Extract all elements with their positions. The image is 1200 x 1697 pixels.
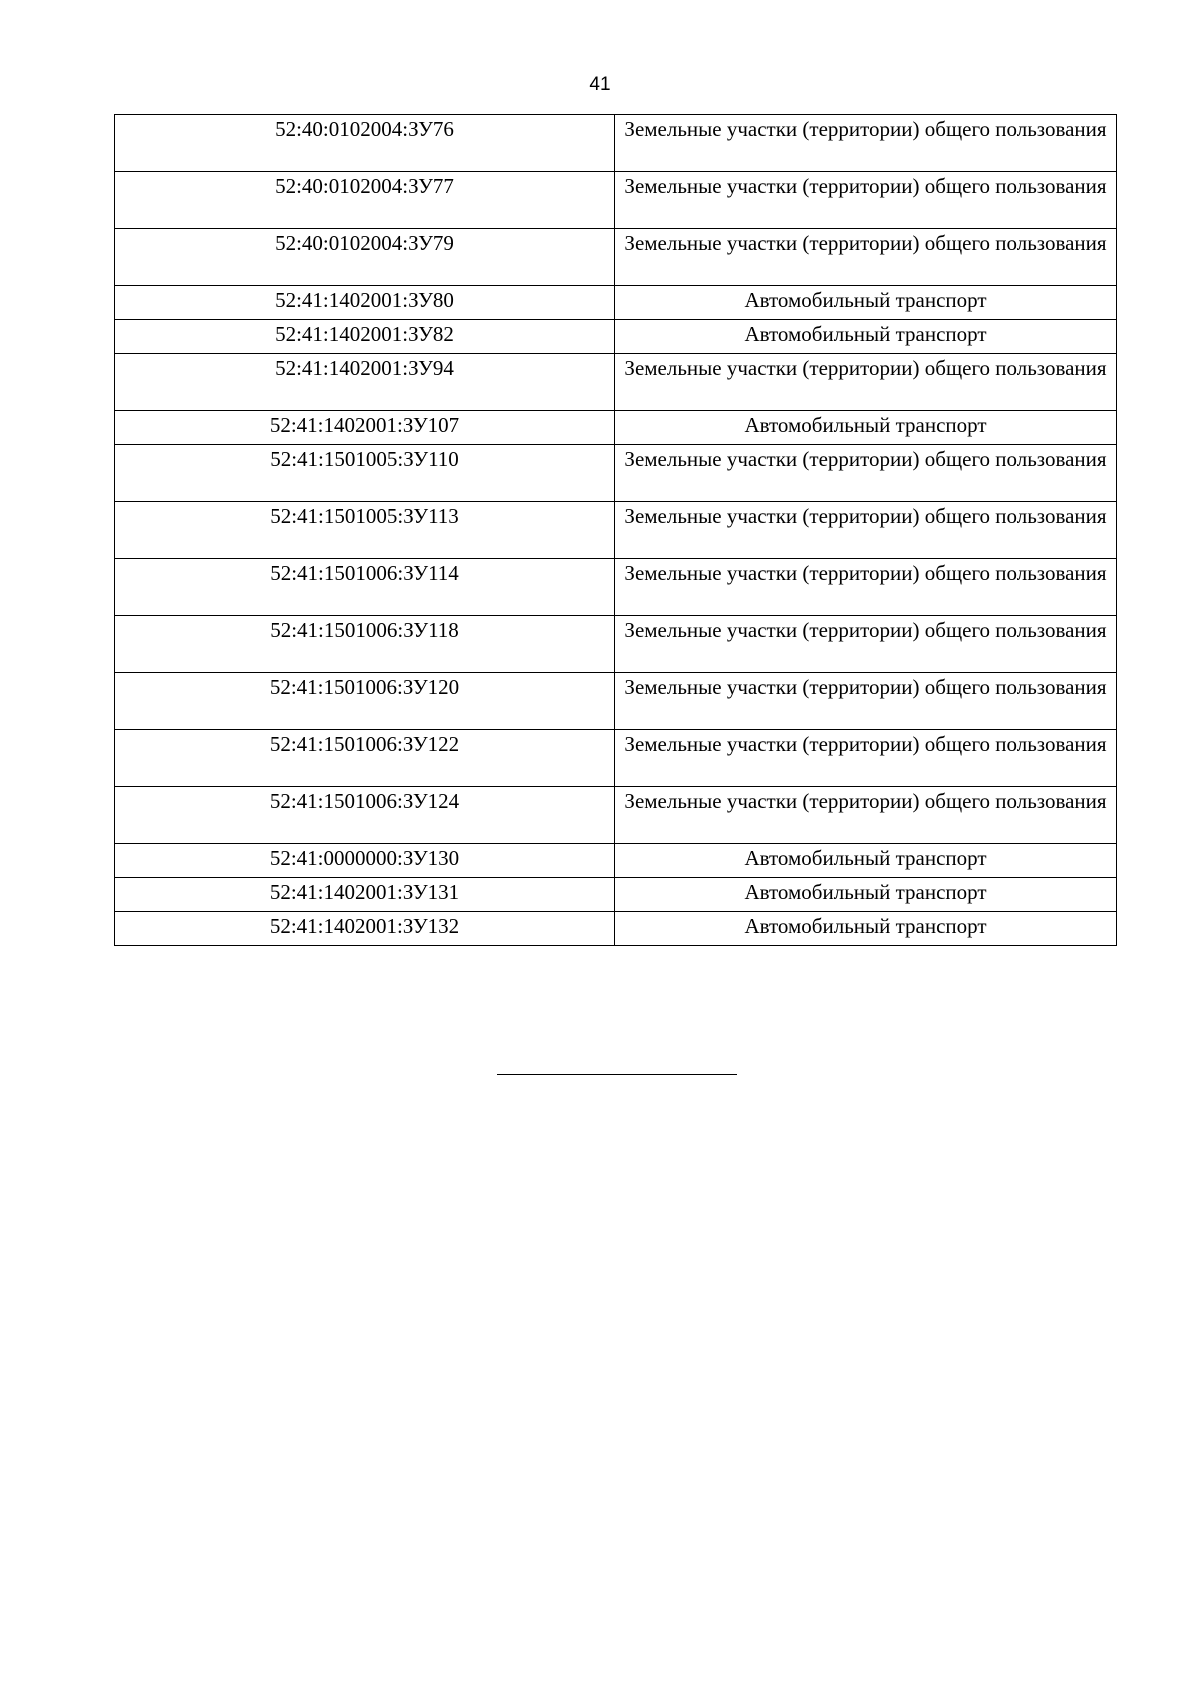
table-row bbox=[115, 559, 1117, 616]
cadastral-number-cell: 52:41:1402001:ЗУ94 bbox=[115, 354, 615, 411]
land-use-cell: Земельные участки (территории) общего пользования bbox=[615, 559, 1117, 616]
table-row bbox=[115, 445, 1117, 502]
end-divider bbox=[497, 1074, 737, 1075]
table-row bbox=[115, 673, 1117, 730]
land-plots-table bbox=[114, 114, 1117, 946]
page-number: 41 bbox=[589, 74, 611, 95]
land-use-cell: Земельные участки (территории) общего пользования bbox=[615, 730, 1117, 787]
land-use-cell: Земельные участки (территории) общего пользования bbox=[615, 229, 1117, 286]
land-use-cell: Автомобильный транспорт bbox=[615, 411, 1117, 445]
table-row bbox=[115, 115, 1117, 172]
cadastral-number-cell: 52:41:1402001:ЗУ82 bbox=[115, 320, 615, 354]
table-row bbox=[115, 320, 1117, 354]
cadastral-number-cell: 52:41:1501006:ЗУ124 bbox=[115, 787, 615, 844]
cadastral-number-cell: 52:41:1402001:ЗУ131 bbox=[115, 878, 615, 912]
land-use-cell: Земельные участки (территории) общего пользования bbox=[615, 787, 1117, 844]
table-row bbox=[115, 912, 1117, 946]
table-row bbox=[115, 730, 1117, 787]
cadastral-number-cell: 52:41:1501006:ЗУ120 bbox=[115, 673, 615, 730]
cadastral-number-cell: 52:41:0000000:ЗУ130 bbox=[115, 844, 615, 878]
cadastral-number-cell: 52:41:1402001:ЗУ80 bbox=[115, 286, 615, 320]
table-row bbox=[115, 229, 1117, 286]
table-row bbox=[115, 172, 1117, 229]
cadastral-number-cell: 52:40:0102004:ЗУ76 bbox=[115, 115, 615, 172]
land-use-cell: Автомобильный транспорт bbox=[615, 912, 1117, 946]
table-row bbox=[115, 502, 1117, 559]
cadastral-number-cell: 52:40:0102004:ЗУ77 bbox=[115, 172, 615, 229]
table-row bbox=[115, 411, 1117, 445]
land-use-cell: Автомобильный транспорт bbox=[615, 844, 1117, 878]
cadastral-number-cell: 52:41:1501006:ЗУ114 bbox=[115, 559, 615, 616]
land-use-cell: Земельные участки (территории) общего пользования bbox=[615, 172, 1117, 229]
land-use-cell: Земельные участки (территории) общего пользования bbox=[615, 616, 1117, 673]
table-row bbox=[115, 878, 1117, 912]
cadastral-number-cell: 52:41:1501006:ЗУ118 bbox=[115, 616, 615, 673]
land-use-cell: Земельные участки (территории) общего пользования bbox=[615, 445, 1117, 502]
land-use-cell: Автомобильный транспорт bbox=[615, 320, 1117, 354]
cadastral-number-cell: 52:41:1402001:ЗУ132 bbox=[115, 912, 615, 946]
cadastral-number-cell: 52:41:1402001:ЗУ107 bbox=[115, 411, 615, 445]
table-row bbox=[115, 354, 1117, 411]
cadastral-number-cell: 52:41:1501006:ЗУ122 bbox=[115, 730, 615, 787]
table-row bbox=[115, 844, 1117, 878]
land-use-cell: Земельные участки (территории) общего пользования bbox=[615, 115, 1117, 172]
cadastral-number-cell: 52:41:1501005:ЗУ113 bbox=[115, 502, 615, 559]
table-row bbox=[115, 286, 1117, 320]
cadastral-number-cell: 52:41:1501005:ЗУ110 bbox=[115, 445, 615, 502]
land-use-cell: Автомобильный транспорт bbox=[615, 878, 1117, 912]
table-row bbox=[115, 616, 1117, 673]
land-use-cell: Земельные участки (территории) общего пользования bbox=[615, 502, 1117, 559]
land-use-cell: Автомобильный транспорт bbox=[615, 286, 1117, 320]
table-row bbox=[115, 787, 1117, 844]
cadastral-number-cell: 52:40:0102004:ЗУ79 bbox=[115, 229, 615, 286]
land-use-cell: Земельные участки (территории) общего пользования bbox=[615, 354, 1117, 411]
land-use-cell: Земельные участки (территории) общего пользования bbox=[615, 673, 1117, 730]
